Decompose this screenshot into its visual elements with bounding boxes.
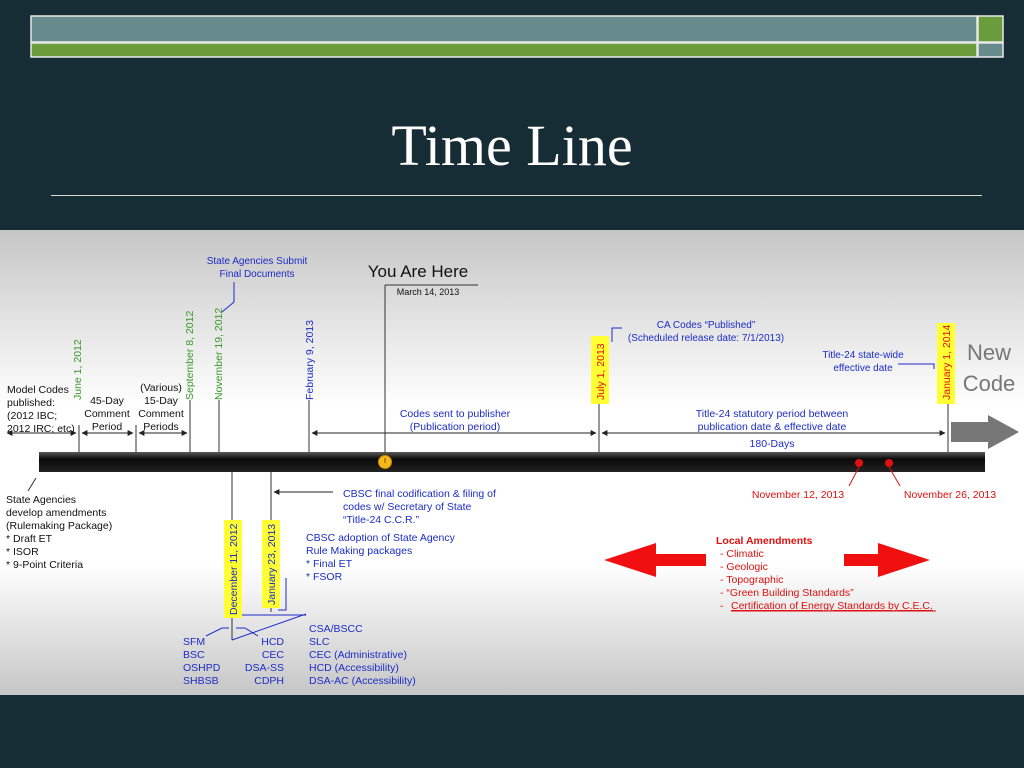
svg-text:CBSC final codification & fili: CBSC final codification & filing of	[343, 488, 496, 500]
svg-text:Model Codes: Model Codes	[7, 384, 69, 396]
svg-text:CA Codes “Published”: CA Codes “Published”	[656, 320, 756, 331]
header-square-top	[978, 16, 1003, 42]
timeline-bar	[39, 452, 985, 472]
svg-text:CEC: CEC	[261, 649, 284, 661]
svg-text:- Geologic: - Geologic	[720, 561, 768, 573]
svg-text:(Publication period): (Publication period)	[409, 421, 501, 433]
svg-text:* Final ET: * Final ET	[306, 558, 353, 570]
svg-text:* Draft ET: * Draft ET	[6, 533, 53, 545]
svg-text:- Topographic: - Topographic	[720, 574, 784, 586]
date-sep8: September 8, 2012	[184, 310, 196, 400]
date-jan1: January 1, 2014	[941, 324, 953, 400]
svg-text:(Rulemaking Package): (Rulemaking Package)	[6, 520, 113, 532]
svg-text:-: -	[720, 600, 724, 612]
svg-text:Codes sent to publisher: Codes sent to publisher	[399, 408, 511, 420]
svg-text:- Climatic: - Climatic	[720, 548, 764, 560]
svg-text:State Agencies Submit: State Agencies Submit	[206, 256, 308, 267]
svg-text:DSA-AC (Accessibility): DSA-AC (Accessibility)	[309, 675, 416, 687]
svg-text:CEC (Administrative): CEC (Administrative)	[309, 649, 408, 661]
svg-text:CSA/BSCC: CSA/BSCC	[309, 623, 363, 635]
timeline-diagram	[0, 230, 1024, 695]
date-jun1: June 1, 2012	[72, 339, 84, 400]
header-bar-bottom	[31, 43, 977, 57]
svg-text:publication date & effective d: publication date & effective date	[697, 421, 847, 433]
date-jan23: January 23, 2013	[266, 523, 278, 605]
svg-text:* 9-Point Criteria: * 9-Point Criteria	[6, 559, 84, 571]
svg-text:- “Green Building Standards”: - “Green Building Standards”	[720, 587, 854, 599]
comment-15-label	[138, 382, 184, 433]
svg-text:Rule Making packages: Rule Making packages	[306, 545, 413, 557]
svg-text:(Various): (Various)	[140, 382, 182, 394]
svg-text:“Title-24 C.C.R.”: “Title-24 C.C.R.”	[343, 514, 420, 526]
svg-text:Code: Code	[962, 371, 1016, 396]
svg-text:Period: Period	[91, 421, 123, 433]
svg-text:Comment: Comment	[84, 408, 130, 420]
svg-text:published:: published:	[7, 397, 55, 409]
svg-text:15-Day: 15-Day	[144, 395, 178, 407]
svg-text:OSHPD: OSHPD	[183, 662, 221, 674]
date-nov19: November 19, 2012	[213, 307, 225, 400]
svg-text:Final Documents: Final Documents	[219, 269, 295, 280]
you-are-here-title: You Are Here	[367, 262, 469, 281]
statutory-label	[696, 408, 849, 433]
nov26-label: November 26, 2013	[903, 489, 997, 501]
svg-text:New: New	[966, 340, 1012, 365]
date-feb9: February 9, 2013	[304, 320, 316, 400]
svg-text:HCD: HCD	[261, 636, 284, 648]
svg-text:2012 IRC; etc): 2012 IRC; etc)	[7, 423, 75, 435]
svg-text:* ISOR: * ISOR	[6, 546, 39, 558]
date-jul1: July 1, 2013	[595, 343, 607, 400]
svg-text:codes w/ Secretary of State: codes w/ Secretary of State	[343, 501, 472, 513]
date-dec11: December 11, 2012	[228, 523, 240, 615]
days-180-label: 180-Days	[749, 438, 795, 450]
svg-text:DSA-SS: DSA-SS	[244, 662, 284, 674]
svg-text:(2012 IBC;: (2012 IBC;	[7, 410, 58, 422]
svg-text:45-Day: 45-Day	[90, 395, 124, 407]
svg-text:Certification of Energy Standa: Certification of Energy Standards by C.E.C.	[731, 600, 933, 612]
svg-text:SLC: SLC	[309, 636, 330, 648]
svg-text:Periods: Periods	[143, 421, 179, 433]
svg-text:develop amendments: develop amendments	[6, 507, 107, 519]
svg-text:Comment: Comment	[138, 408, 184, 420]
header-bars	[0, 0, 1024, 70]
svg-text:Title-24 statutory period betw: Title-24 statutory period between	[695, 408, 849, 420]
codes-sent-label	[400, 408, 511, 433]
svg-text:HCD (Accessibility): HCD (Accessibility)	[309, 662, 399, 674]
local-amendments-title: Local Amendments	[716, 535, 813, 547]
svg-text:State Agencies: State Agencies	[6, 494, 77, 506]
svg-text:SHBSB: SHBSB	[183, 675, 219, 687]
nov12-marker	[855, 459, 863, 467]
you-are-here-date: March 14, 2013	[396, 287, 460, 297]
header-bar-top	[31, 16, 977, 42]
header-square-bottom	[978, 43, 1003, 57]
svg-text:* FSOR: * FSOR	[306, 571, 343, 583]
nov26-marker	[885, 459, 893, 467]
svg-text:(Scheduled release date: 7/1/2: (Scheduled release date: 7/1/2013)	[627, 333, 785, 344]
svg-text:effective date: effective date	[833, 363, 893, 374]
svg-text:Title-24 state-wide: Title-24 state-wide	[822, 350, 904, 361]
svg-text:SFM: SFM	[183, 636, 206, 648]
nov12-label: November 12, 2013	[751, 489, 845, 501]
svg-text:CDPH: CDPH	[254, 675, 284, 687]
svg-text:BSC: BSC	[183, 649, 205, 661]
slide-title: Time Line	[391, 113, 633, 178]
title-underline	[51, 195, 982, 196]
svg-text:CBSC adoption of State Agency: CBSC adoption of State Agency	[306, 532, 455, 544]
